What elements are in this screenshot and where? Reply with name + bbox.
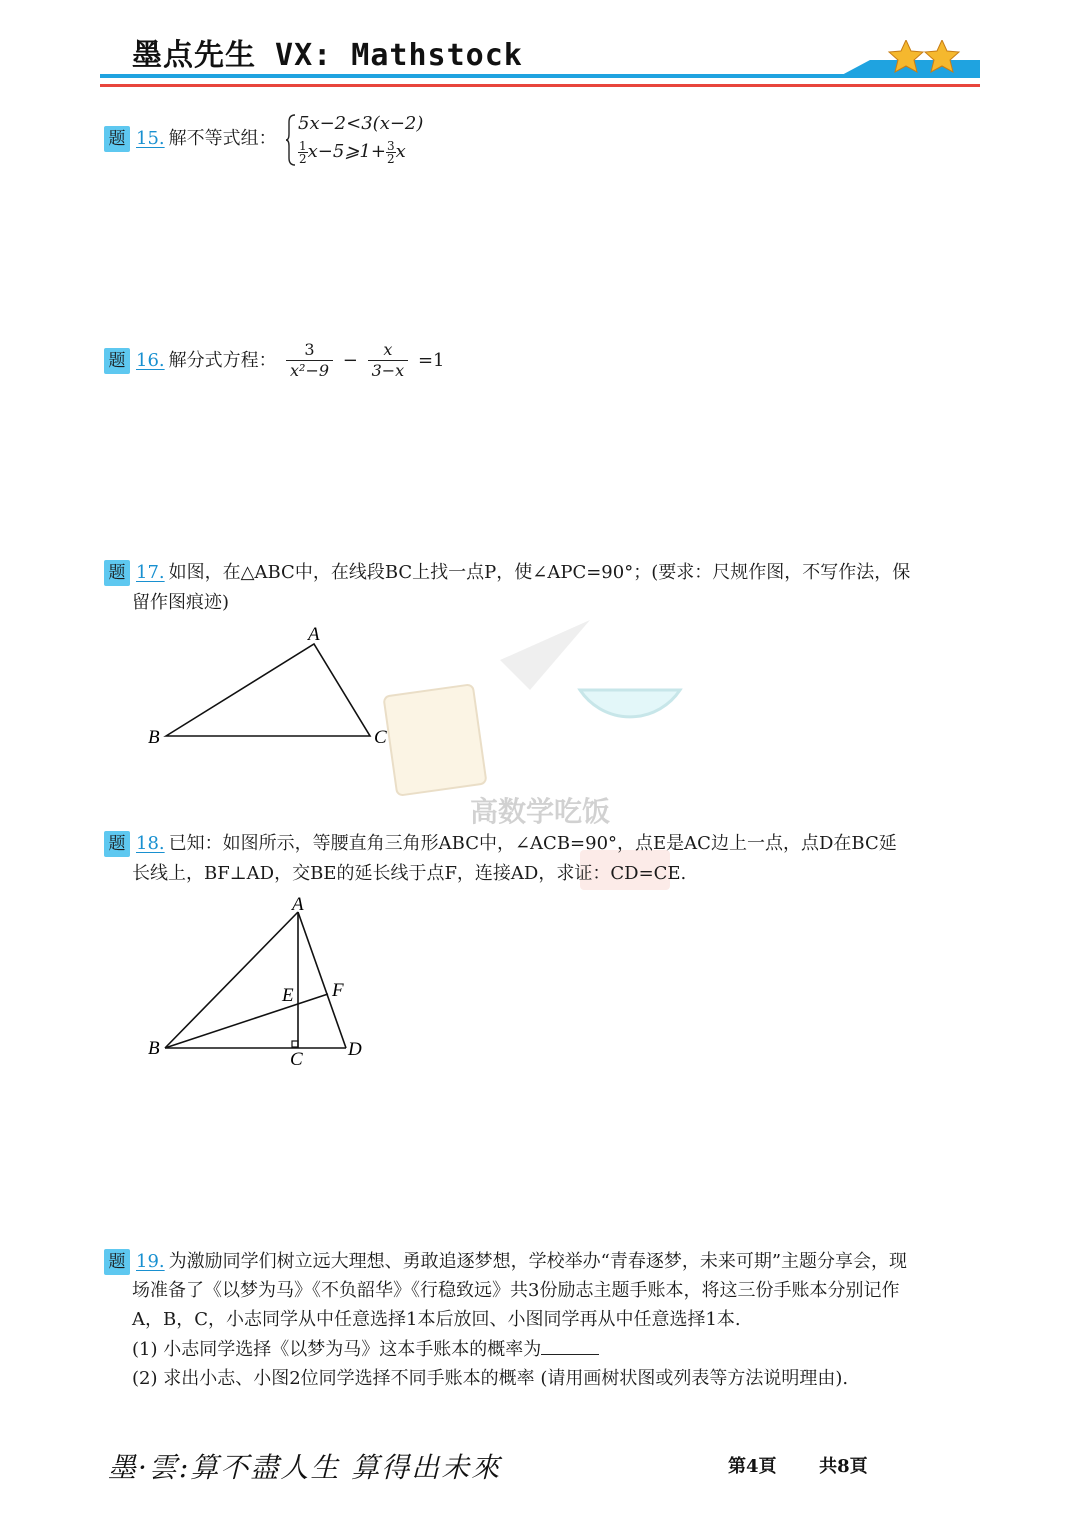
footer-slogan: 墨·雲:算不盡人生 算得出未來: [108, 1451, 502, 1484]
inequality-line-1: 5x−2<3(x−2): [298, 113, 424, 134]
label-d: D: [348, 1039, 362, 1060]
question-badge: 题: [104, 1249, 130, 1275]
segment-ab: [165, 912, 298, 1048]
question-prompt: 解分式方程：: [168, 350, 277, 371]
triangle-abc-figure: [140, 620, 400, 750]
question-19-sub-1: (1) 小志同学选择《以梦为马》这本手账本的概率为: [132, 1335, 974, 1365]
label-a: A: [308, 624, 320, 645]
question-prompt: 解不等式组：: [168, 128, 277, 149]
page-indicator: [728, 1452, 868, 1478]
question-text: 已知：如图所示，等腰直角三角形ABC中，∠ACB=90°，点E是AC边上一点，点D在BC延: [168, 833, 897, 854]
question-18: [104, 829, 974, 859]
paper-plane-icon: [500, 620, 590, 690]
page-total: 共8頁: [819, 1456, 868, 1477]
question-17: [104, 558, 974, 588]
header-blue-rule: [100, 74, 980, 78]
question-text: 为激励同学们树立远大理想、勇敢追逐梦想，学校举办“青春逐梦，未来可期”主题分享会，现: [168, 1251, 908, 1272]
label-b: B: [148, 1038, 160, 1059]
question-18-continued: 长线上，BF⊥AD，交BE的延长线于点F，连接AD，求证：CD=CE.: [132, 863, 687, 884]
label-b: B: [148, 727, 160, 748]
question-badge: 题: [104, 348, 130, 374]
label-c: C: [374, 727, 387, 748]
protractor-icon: [580, 690, 680, 717]
question-number: 15.: [136, 128, 165, 149]
question-19-line-3: A，B，C，小志同学从中任意选择1本后放回、小图同学再从中任意选择1本.: [132, 1309, 741, 1330]
fraction-three-halves: $\frac{3}{2}$: [386, 138, 395, 166]
answer-blank[interactable]: [541, 1336, 599, 1355]
question-16: [104, 346, 974, 376]
right-angle-mark: [292, 1041, 298, 1047]
label-a: A: [292, 894, 304, 915]
header-decoration: [100, 40, 980, 92]
question-number: 18.: [136, 833, 165, 854]
question-badge: 题: [104, 126, 130, 152]
question-15: [104, 124, 974, 154]
question-text: 如图，在△ABC中，在线段BC上找一点P，使∠APC=90°；(要求：尺规作图，不写作法，保: [168, 562, 911, 583]
question-19-line-2: 场准备了《以梦为马》《不负韶华》《行稳致远》共3份励志主题手账本，将这三份手账本分别记作: [132, 1280, 900, 1301]
label-e: E: [282, 985, 294, 1006]
question-number: 19.: [136, 1251, 165, 1272]
isosceles-right-triangle-figure: [140, 890, 380, 1075]
fraction-half: $\frac{1}{2}$: [299, 138, 307, 166]
page-number: 第4頁: [728, 1456, 777, 1477]
segment-bf: [165, 994, 328, 1048]
label-f: F: [332, 980, 344, 1001]
inequality-line-2: $\frac{1}{2}$ x−5⩾1+ $\frac{3}{2}$ x: [299, 138, 406, 166]
label-c: C: [290, 1049, 303, 1070]
question-number: 17.: [136, 562, 165, 583]
fraction-1: $\frac{3}{\text{x²−9}}$: [286, 340, 333, 381]
header-title: 墨点先生 VX: Mathstock: [132, 38, 523, 73]
question-17-continued: 留作图痕迹): [132, 592, 230, 613]
watermark-text: 高数学吃饭: [470, 795, 611, 828]
question-badge: 题: [104, 560, 130, 586]
question-19: [104, 1247, 974, 1277]
question-badge: 题: [104, 831, 130, 857]
question-number: 16.: [136, 350, 165, 371]
fractional-equation: $\frac{3}{\text{x²−9}}$ − $\frac{x}{3-x}$ =1: [286, 340, 444, 381]
question-19-sub-2: (2) 求出小志、小图2位同学选择不同手账本的概率 (请用画树状图或列表等方法说明理由).: [132, 1368, 849, 1389]
fraction-2: $\frac{x}{3-x}$: [368, 340, 409, 381]
header-red-rule: [100, 84, 980, 87]
left-brace: [286, 114, 296, 166]
triangle-abc: [166, 644, 370, 736]
